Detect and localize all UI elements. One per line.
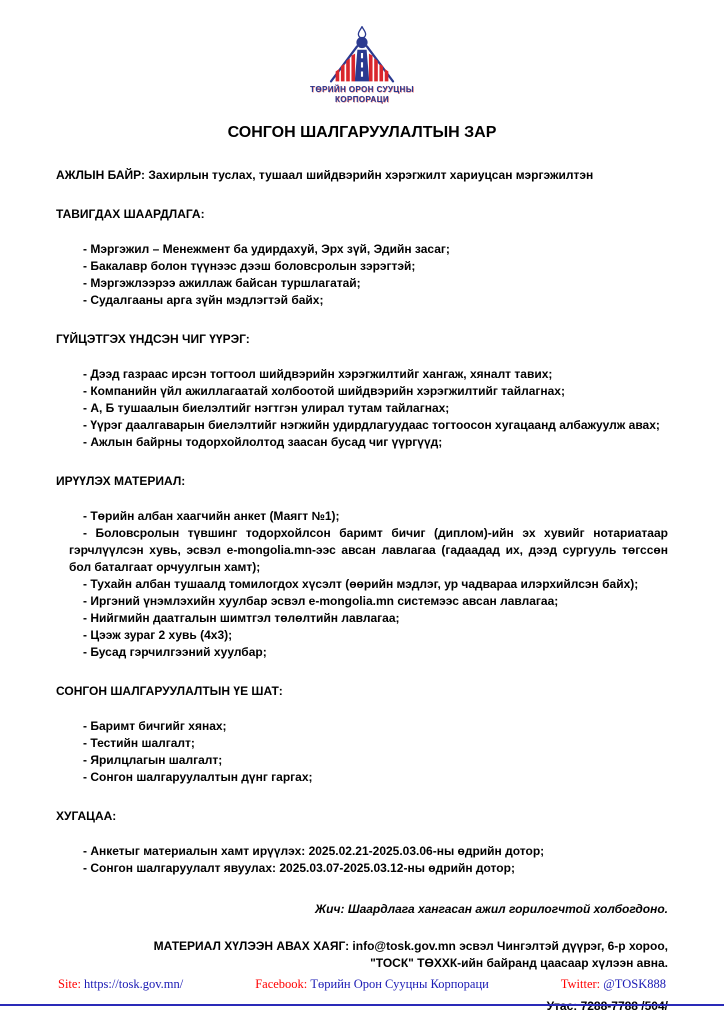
list-item: - А, Б тушаалын биелэлтийг нэгтгэн улирал тутам тайлагнах; — [83, 400, 450, 415]
site-link[interactable]: https://tosk.gov.mn/ — [84, 977, 184, 991]
section-timeline-list — [56, 843, 668, 877]
footer-facebook — [255, 977, 489, 992]
list-item: - Нийгмийн даатгалын шимтгэл төлөлтийн лавлагаа; — [83, 610, 400, 625]
list-item: - Анкетыг материалын хамт ирүүлэх: 2025.02.21-2025.03.06-ны өдрийн дотор; — [83, 843, 545, 858]
facebook-link[interactable]: Төрийн Орон Сууцны Корпораци — [310, 977, 489, 991]
list-item: - Баримт бичгийг хянах; — [83, 718, 227, 733]
list-item: - Тухайн албан тушаалд томилогдох хүсэлт (өөрийн мэдлэг, ур чадвараа илэрхийлсэн байх); — [83, 576, 639, 591]
list-item: - Бусад гэрчилгээний хуулбар; — [83, 644, 267, 659]
section-requirements-heading: ТАВИГДАХ ШААРДЛАГА: — [56, 206, 205, 221]
list-item: - Судалгааны арга зүйн мэдлэгтэй байх; — [83, 292, 324, 307]
note-line: Жич: Шаардлага хангасан ажил горилогчтой холбогдоно. — [315, 901, 668, 916]
org-name — [310, 85, 414, 104]
section-stages-heading: СОНГОН ШАЛГАРУУЛАЛТЫН ҮЕ ШАТ: — [56, 683, 283, 698]
org-name-line2: КОРПОРАЦИ — [334, 94, 390, 104]
header — [56, 26, 668, 107]
list-item: - Дээд газраас ирсэн тогтоол шийдвэрийн хэрэгжилтийг хангаж, хяналт тавих; — [83, 366, 553, 381]
list-item: - Иргэний үнэмлэхийн хуулбар эсвэл e-mongolia.mn системээс авсан лавлагаа; — [83, 593, 559, 608]
footer — [0, 977, 724, 1006]
tosk-logo-icon — [322, 26, 402, 84]
footer-links-row — [0, 977, 724, 992]
list-item: - Төрийн албан хаагчийн анкет (Маягт №1); — [83, 508, 340, 523]
section-duties-list — [56, 366, 668, 451]
list-item: - Мэргэжлээрээ ажиллаж байсан туршлагатай; — [83, 275, 361, 290]
section-stages-list — [56, 718, 668, 786]
section-materials-heading: ИРҮҮЛЭХ МАТЕРИАЛ: — [56, 473, 186, 488]
footer-twitter — [561, 977, 666, 992]
section-requirements-list — [56, 241, 668, 309]
job-position-label: АЖЛЫН БАЙР: — [56, 167, 145, 182]
org-name-line1: ТӨРИЙН ОРОН СУУЦНЫ — [310, 85, 414, 94]
site-label: Site: — [58, 977, 81, 991]
address-line2: "ТОСК" ТӨХХК-ийн байранд цаасаар хүлээн авна. — [370, 955, 668, 970]
facebook-label: Facebook: — [255, 977, 308, 991]
list-item: - Ярилцлагын шалгалт; — [83, 752, 223, 767]
address-line1: МАТЕРИАЛ ХҮЛЭЭН АВАХ ХАЯГ: info@tosk.gov.mn эсвэл Чингэлтэй дүүрэг, 6-р хороо, — [153, 938, 668, 953]
list-item: - Цээж зураг 2 хувь (4x3); — [83, 627, 233, 642]
list-item: - Компанийн үйл ажиллагаатай холбоотой шийдвэрийн хэрэгжилтийг тайлагнах; — [83, 383, 565, 398]
list-item: - Сонгон шалгаруулалтын дүнг гаргах; — [83, 769, 313, 784]
page-title: СОНГОН ШАЛГАРУУЛАЛТЫН ЗАР — [227, 123, 497, 141]
list-item: - Бакалавр болон түүнээс дээш боловсролын зэрэгтэй; — [83, 258, 416, 273]
section-duties-heading: ГҮЙЦЭТГЭХ ҮНДСЭН ЧИГ ҮҮРЭГ: — [56, 331, 250, 346]
footer-rule — [0, 1004, 724, 1006]
list-item: - Мэргэжил – Менежмент ба удирдахуй, Эрх зүй, Эдийн засаг; — [83, 241, 450, 256]
list-item: - Тестийн шалгалт; — [83, 735, 195, 750]
section-timeline-heading: ХУГАЦАА: — [56, 808, 117, 823]
twitter-label: Twitter: — [560, 977, 601, 991]
list-item: - Үүрэг даалгаварын биелэлтийг нэгжийн удирдлагуудаас тогтоосон хугацаанд албажуулж авах; — [83, 417, 660, 432]
section-materials-list — [56, 508, 668, 661]
org-logo — [310, 26, 414, 104]
twitter-link[interactable]: @TOSK888 — [603, 977, 666, 991]
job-position-line — [56, 167, 668, 184]
address-block — [56, 938, 668, 972]
job-position-value: Захирлын туслах, тушаал шийдвэрийн хэрэгжилт хариуцсан мэргэжилтэн — [148, 167, 594, 182]
footer-site — [58, 977, 183, 992]
list-item: - Боловсролын түвшинг тодорхойлсон баримт бичиг (диплом)-ийн эх хувийг нотариатаар гэрчлүүлсэн хувь, эсвэл e-mongolia.mn-ээс авсан лавлагаа (гадаадад их, дээд сургууль төгссөн бол баталгаат орчуулгын хамт); — [69, 525, 668, 574]
list-item: - Сонгон шалгаруулалт явуулах: 2025.03.07-2025.03.12-ны өдрийн дотор; — [83, 860, 515, 875]
list-item: - Ажлын байрны тодорхойлолтод заасан бусад чиг үүргүүд; — [83, 434, 443, 449]
